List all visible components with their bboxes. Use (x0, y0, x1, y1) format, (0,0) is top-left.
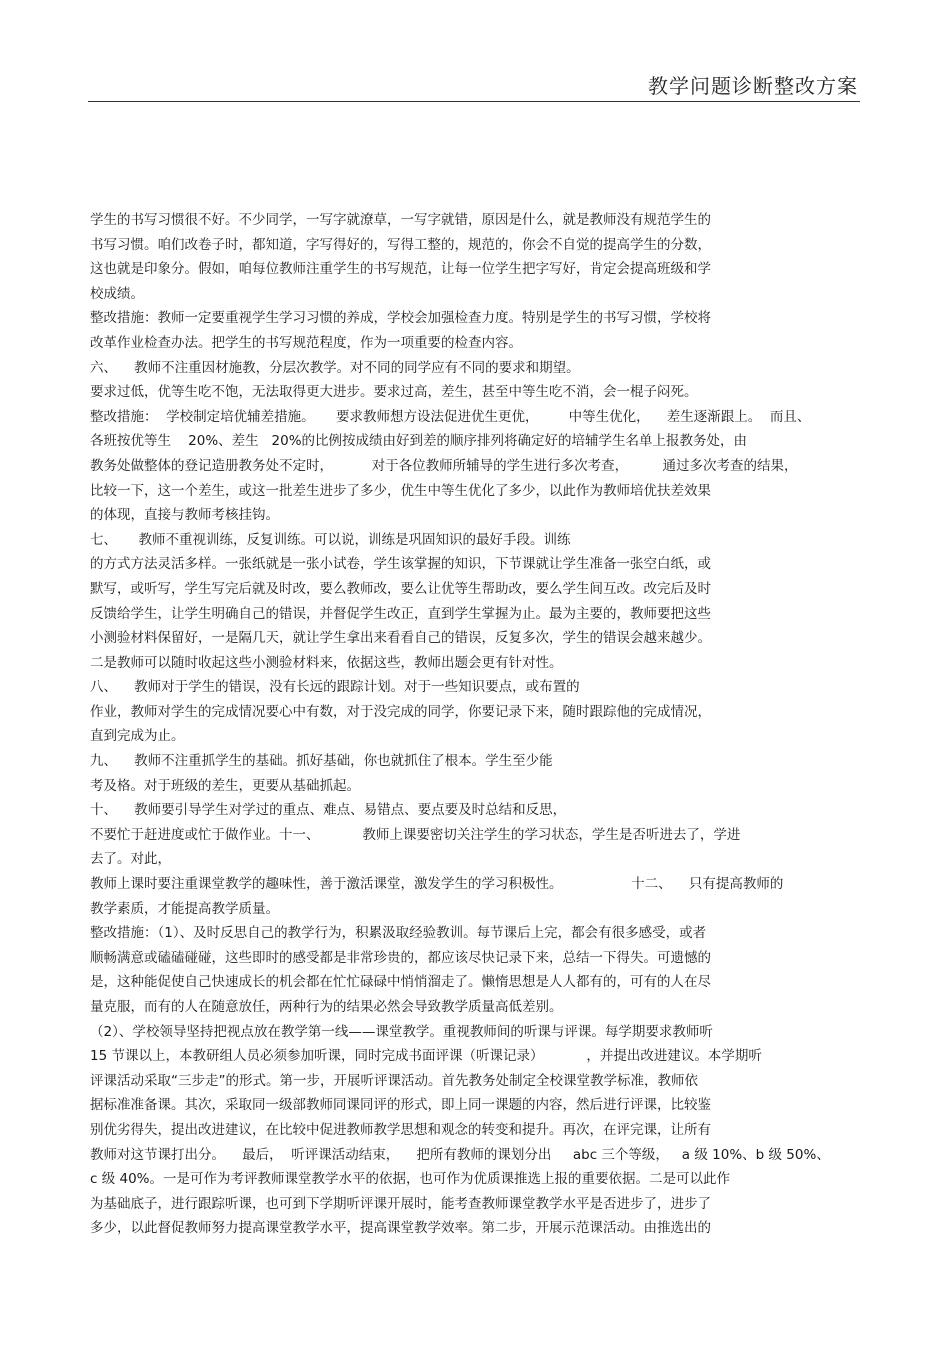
text-line: 十、 教师要引导学生对学过的重点、难点、易错点、要点要及时总结和反思， (90, 802, 567, 819)
text-line: 整改措施： 学校制定培优辅差措施。 要求教师想方设法促进优生更优， 中等生优化， 差生逐渐跟上。 而且、 (90, 408, 811, 425)
text-line: 教务处做整体的登记造册教务处不定时， 对于各位教师所辅导的学生进行多次考查， 通过多次考查的结果， (90, 457, 798, 474)
text-line: 七、 教师不重视训练，反复训练。可以说，训练是巩固知识的最好手段。训练 (90, 531, 571, 548)
text-line: 15 节课以上，本教研组人员必须参加听课，同时完成书面评课（听课记录） ，并提出改进建议。本学期听 (90, 1048, 762, 1065)
text-line: 比较一下，这一个差生，或这一批差生进步了多少，优生中等生优化了多少，以此作为教师培优扶差效果 (90, 482, 711, 499)
text-line: 六、 教师不注重因材施教，分层次教学。对不同的同学应有不同的要求和期望。 (90, 359, 580, 376)
text-line: 这也就是印象分。假如，咱每位教师注重学生的书写规范，让每一位学生把字写好，肯定会提高班级和学 (90, 261, 711, 278)
text-line: 去了。对此， (90, 851, 171, 868)
text-line: 是，这种能促使自己快速成长的机会都在忙忙碌碌中悄悄溜走了。懒惰思想是人人都有的，可有的人在尽 (90, 974, 711, 991)
text-line: 整改措施：教师一定要重视学生学习习惯的养成，学校会加强检查力度。特别是学生的书写习惯，学校将 (90, 310, 711, 327)
document-body (90, 208, 870, 1241)
text-line: 反馈给学生，让学生明确自己的错误，并督促学生改正，直到学生掌握为止。最为主要的，教师要把这些 (90, 605, 711, 622)
text-line: 顺畅满意或磕磕碰碰，这些即时的感受都是非常珍贵的，都应该尽快记录下来，总结一下得失。可遗憾的 (90, 949, 711, 966)
text-line: （2）、学校领导坚持把视点放在教学第一线——课堂教学。重视教师间的听课与评课。每学期要求教师听 (90, 1023, 713, 1040)
text-line: 各班按优等生 20%、差生 20%的比例按成绩由好到差的顺序排列将确定好的培辅学生名单上报教务处，由 (90, 433, 748, 450)
text-line: 教师上课时要注重课堂教学的趣味性，善于激活课堂，激发学生的学习积极性。 十二、 只有提高教师的 (90, 876, 784, 893)
text-line: 要求过低，优等生吃不饱，无法取得更大进步。要求过高，差生，甚至中等生吃不消，会一棍子闷死。 (90, 384, 698, 401)
header-divider (88, 101, 860, 102)
text-line: 的方式方法灵活多样。一张纸就是一张小试卷，学生该掌握的知识，下节课就让学生准备一张空白纸，或 (90, 556, 711, 573)
text-line: 教师对这节课打出分。 最后， 听评课活动结束， 把所有教师的课划分出 abc 三个等级， a 级 10%、b 级 50%、 (90, 1146, 830, 1163)
text-line: 校成绩。 (90, 285, 144, 302)
text-line: 二是教师可以随时收起这些小测验材料来，依据这些，教师出题会更有针对性。 (90, 654, 563, 671)
text-line: 别优劣得失，提出改进建议，在比较中促进教师教学思想和观念的转变和提升。再次，在评完课，让所有 (90, 1121, 711, 1138)
text-line: 考及格。对于班级的差生，更要从基础抓起。 (90, 777, 360, 794)
text-line: 默写，或听写，学生写完后就及时改，要么教师改，要么让优等生帮助改，要么学生间互改。改完后及时 (90, 580, 711, 597)
text-line: 教学素质，才能提高教学质量。 (90, 900, 279, 917)
text-line: 为基础底子，进行跟踪听课，也可到下学期听评课开展时，能考查教师课堂教学水平是否进步了，进步了 (90, 1195, 711, 1212)
text-line: 评课活动采取“三步走”的形式。第一步，开展听评课活动。首先教务处制定全校课堂教学标准，教师依 (90, 1072, 698, 1089)
text-line: 八、 教师对于学生的错误，没有长远的跟踪计划。对于一些知识要点，或布置的 (90, 679, 580, 696)
text-line: 多少，以此督促教师努力提高课堂教学水平，提高课堂教学效率。第二步，开展示范课活动。由推选出的 (90, 1220, 711, 1237)
text-line: 改革作业检查办法。把学生的书写规范程度，作为一项重要的检查内容。 (90, 334, 522, 351)
text-line: c 级 40%。一是可作为考评教师课堂教学水平的依据，也可作为优质课推选上报的重要依据。二是可以此作 (90, 1171, 731, 1188)
text-line: 书写习惯。咱们改卷子时，都知道，字写得好的，写得工整的，规范的，你会不自觉的提高学生的分数， (90, 236, 711, 253)
text-line: 作业，教师对学生的完成情况要心中有数，对于没完成的同学，你要记录下来，随时跟踪他的完成情况， (90, 703, 711, 720)
text-line: 学生的书写习惯很不好。不少同学，一写字就潦草，一写字就错，原因是什么，就是教师没有规范学生的 (90, 212, 711, 228)
text-line: 九、 教师不注重抓学生的基础。抓好基础，你也就抓住了根本。学生至少能 (90, 753, 553, 770)
text-line: 直到完成为止。 (90, 728, 185, 745)
document-title: 教学问题诊断整改方案 (648, 74, 858, 98)
text-line: 的体现，直接与教师考核挂钩。 (90, 507, 279, 524)
text-line: 据标准准备课。其次，采取同一级部教师同课同评的形式，即上同一课题的内容，然后进行评课，比较鉴 (90, 1097, 711, 1114)
text-line: 小测验材料保留好，一是隔几天，就让学生拿出来看看自己的错误，反复多次，学生的错误会越来越少。 (90, 630, 711, 647)
text-line: 量克服，而有的人在随意放任，两种行为的结果必然会导致教学质量高低差别。 (90, 999, 563, 1015)
text-line: 不要忙于赶进度或忙于做作业。十一、 教师上课要密切关注学生的学习状态，学生是否听进去了，学进 (90, 826, 741, 843)
text-line: 整改措施：（1）、及时反思自己的教学行为，积累汲取经验教训。每节课后上完，都会有很多感受，或者 (90, 925, 707, 942)
